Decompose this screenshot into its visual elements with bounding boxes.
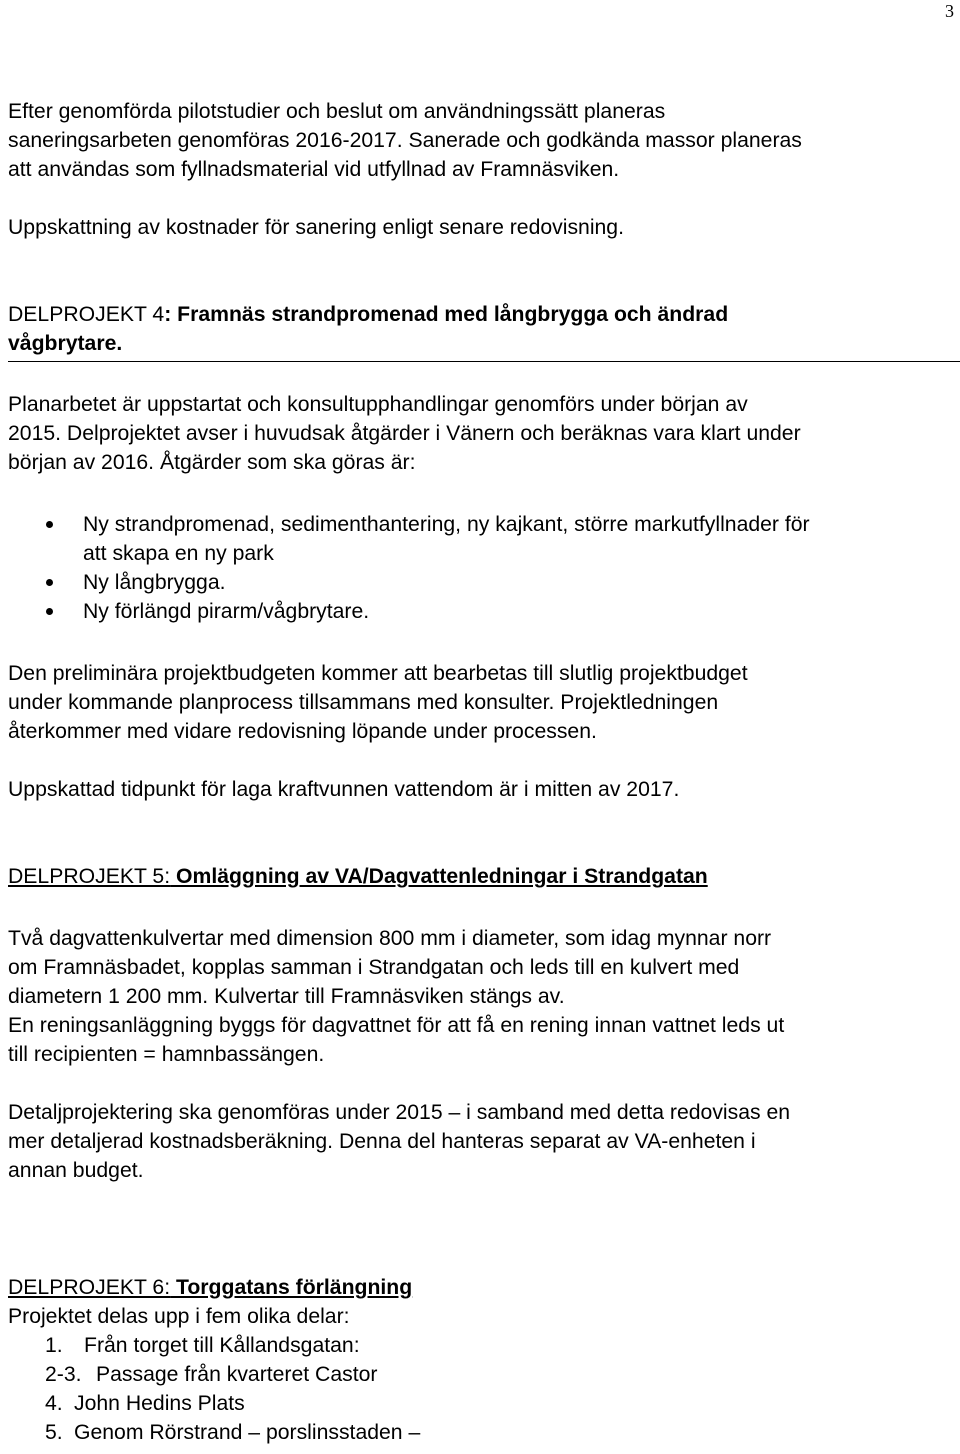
list-item-number: 1. — [45, 1334, 63, 1357]
bullet-icon — [46, 608, 53, 615]
list-item-text: Från torget till Kållandsgatan: — [84, 1334, 360, 1357]
text-line: Planarbetet är uppstartat och konsultupphandlingar genomförs under början av — [8, 393, 748, 416]
list-item — [0, 1418, 960, 1447]
text-line: 2015. Delprojektet avser i huvudsak åtgärder i Vänern och beräknas vara klart under — [8, 422, 801, 445]
delprojekt-6-heading — [8, 1273, 958, 1331]
heading-divider — [8, 361, 960, 362]
heading-title-continued: vågbrytare. — [8, 332, 123, 355]
text-line: under kommande planprocess tillsammans med konsulter. Projektledningen — [8, 691, 719, 714]
intro-paragraph — [8, 97, 958, 184]
bullet-icon — [46, 521, 53, 528]
list-item — [0, 1360, 960, 1389]
heading-title: Omläggning av VA/Dagvattenledningar i Strandgatan — [176, 865, 708, 888]
text-line: diametern 1 200 mm. Kulvertar till Framnäsviken stängs av. — [8, 985, 565, 1008]
list-item-text: Ny strandpromenad, sedimenthantering, ny kajkant, större markutfyllnader för — [83, 513, 810, 536]
list-item-continuation — [0, 539, 960, 568]
text-line: att användas som fyllnadsmaterial vid utfyllnad av Framnäsviken. — [8, 158, 620, 181]
text-line: Uppskattning av kostnader för sanering enligt senare redovisning. — [8, 216, 624, 239]
delprojekt-6-numbered-list — [0, 1331, 960, 1447]
list-item — [0, 568, 960, 597]
list-item-text: Genom Rörstrand – porslinsstaden – — [74, 1421, 421, 1444]
delprojekt-4-paragraph-3 — [8, 775, 958, 804]
delprojekt-5-heading — [8, 862, 958, 891]
delprojekt-4-paragraph-1 — [8, 390, 958, 477]
text-line: Detaljprojektering ska genomföras under 2015 – i samband med detta redovisas en — [8, 1101, 791, 1124]
list-item-text: Passage från kvarteret Castor — [96, 1363, 378, 1386]
text-line: om Framnäsbadet, kopplas samman i Strandgatan och leds till en kulvert med — [8, 956, 740, 979]
text-line: mer detaljerad kostnadsberäkning. Denna del hanteras separat av VA-enheten i — [8, 1130, 756, 1153]
text-line: Efter genomförda pilotstudier och beslut om användningssätt planeras — [8, 100, 666, 123]
delprojekt-5-paragraph-2 — [8, 1098, 958, 1185]
bullet-icon — [46, 579, 53, 586]
list-item-text: Ny långbrygga. — [83, 571, 226, 594]
list-item-text: att skapa en ny park — [83, 542, 274, 565]
text-line: En reningsanläggning byggs för dagvattnet för att få en rening innan vattnet leds ut — [8, 1014, 785, 1037]
list-item-text: Ny förlängd pirarm/vågbrytare. — [83, 600, 370, 623]
text-line: Den preliminära projektbudgeten kommer att bearbetas till slutlig projektbudget — [8, 662, 748, 685]
heading-prefix: DELPROJEKT 4 — [8, 303, 165, 326]
list-item — [0, 510, 960, 539]
delprojekt-4-paragraph-2 — [8, 659, 958, 746]
list-item-text: John Hedins Plats — [74, 1392, 245, 1415]
text-line: annan budget. — [8, 1159, 144, 1182]
text-line: Två dagvattenkulvertar med dimension 800 mm i diameter, som idag mynnar norr — [8, 927, 772, 950]
list-item — [0, 597, 960, 626]
list-item-number: 2-3. — [45, 1363, 82, 1386]
delprojekt-5-paragraph-1 — [8, 924, 958, 1069]
heading-title: : Framnäs strandpromenad med långbrygga och ändrad — [164, 303, 729, 326]
heading-title: Torggatans förlängning — [176, 1276, 413, 1299]
heading-prefix: DELPROJEKT 6: — [8, 1276, 171, 1299]
list-item — [0, 1331, 960, 1360]
text-line: återkommer med vidare redovisning löpande under processen. — [8, 720, 597, 743]
text-line: Uppskattad tidpunkt för laga kraftvunnen vattendom är i mitten av 2017. — [8, 778, 680, 801]
list-item-number: 4. — [45, 1392, 63, 1415]
text-line: till recipienten = hamnbassängen. — [8, 1043, 325, 1066]
heading-prefix: DELPROJEKT 5: — [8, 865, 171, 888]
delprojekt-4-bullet-list — [0, 510, 960, 626]
list-item-number: 5. — [45, 1421, 63, 1444]
delprojekt-4-heading — [8, 300, 958, 358]
text-line: början av 2016. Åtgärder som ska göras är: — [8, 451, 416, 474]
delprojekt-6-intro: Projektet delas upp i fem olika delar: — [8, 1305, 350, 1328]
page-number: 3 — [945, 1, 954, 21]
cost-note — [8, 213, 958, 242]
list-item — [0, 1389, 960, 1418]
text-line: saneringsarbeten genomföras 2016-2017. Sanerade och godkända massor planeras — [8, 129, 802, 152]
